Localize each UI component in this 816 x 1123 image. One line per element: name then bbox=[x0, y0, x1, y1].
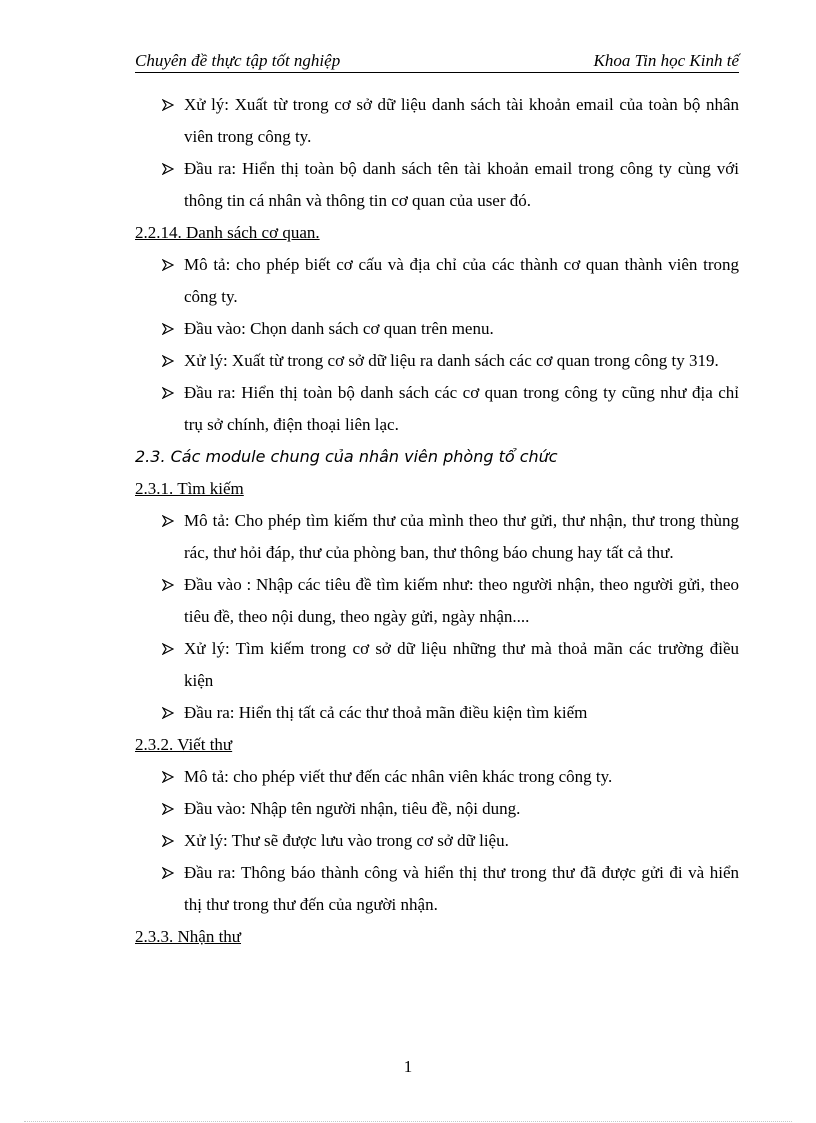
arrow-bullet-icon bbox=[162, 707, 174, 719]
section-heading: 2.2.14. Danh sách cơ quan. bbox=[135, 223, 320, 242]
list-item-text: Xử lý: Xuất từ trong cơ sở dữ liệu danh sách tài khoản email của toàn bộ nhân viên trong công ty. bbox=[184, 95, 739, 146]
page-header bbox=[135, 50, 739, 73]
list-item bbox=[135, 761, 739, 793]
list-item bbox=[135, 377, 739, 441]
list-item-text: Đầu vào : Nhập các tiêu đề tìm kiếm như: theo người nhận, theo người gửi, theo tiêu đề, theo nội dung, theo ngày gửi, ngày nhận.... bbox=[184, 575, 739, 626]
list-item-text: Xử lý: Tìm kiếm trong cơ sở dữ liệu những thư mà thoả mãn các trường điều kiện bbox=[184, 639, 739, 690]
arrow-bullet-icon bbox=[162, 579, 174, 591]
list-item-text: Mô tả: Cho phép tìm kiếm thư của mình theo thư gửi, thư nhận, thư trong thùng rác, thư hỏi đáp, thư của phòng ban, thư thông báo chung hay tất cả thư. bbox=[184, 511, 739, 562]
header-right-title: Khoa Tin học Kinh tế bbox=[593, 51, 739, 70]
list-item-text: Xử lý: Xuất từ trong cơ sở dữ liệu ra danh sách các cơ quan trong công ty 319. bbox=[184, 351, 719, 370]
list-item-text: Xử lý: Thư sẽ được lưu vào trong cơ sở dữ liệu. bbox=[184, 831, 509, 850]
list-item bbox=[135, 857, 739, 921]
arrow-bullet-icon bbox=[162, 771, 174, 783]
arrow-bullet-icon bbox=[162, 867, 174, 879]
list-item-text: Đầu ra: Thông báo thành công và hiển thị thư trong thư đã được gửi đi và hiển thị thư trong thư đến của người nhận. bbox=[184, 863, 739, 914]
list-item bbox=[135, 153, 739, 217]
list-item bbox=[135, 697, 739, 729]
arrow-bullet-icon bbox=[162, 99, 174, 111]
list-item bbox=[135, 313, 739, 345]
list-item bbox=[135, 793, 739, 825]
list-item bbox=[135, 345, 739, 377]
list-item-text: Đầu vào: Nhập tên người nhận, tiêu đề, nội dung. bbox=[184, 799, 521, 818]
section-heading: 2.3.2. Viết thư bbox=[135, 735, 233, 754]
arrow-bullet-icon bbox=[162, 355, 174, 367]
subsection-title: 2.3. Các module chung của nhân viên phòng tổ chức bbox=[135, 447, 558, 466]
list-item bbox=[135, 505, 739, 569]
page-bottom-divider bbox=[24, 1121, 792, 1122]
arrow-bullet-icon bbox=[162, 323, 174, 335]
list-item bbox=[135, 249, 739, 313]
list-item bbox=[135, 825, 739, 857]
arrow-bullet-icon bbox=[162, 643, 174, 655]
list-item-text: Đầu ra: Hiển thị toàn bộ danh sách tên tài khoản email trong công ty cùng với thông tin cá nhân và thông tin cơ quan của user đó. bbox=[184, 159, 739, 210]
arrow-bullet-icon bbox=[162, 835, 174, 847]
list-item-text: Mô tả: cho phép viết thư đến các nhân viên khác trong công ty. bbox=[184, 767, 613, 786]
list-item bbox=[135, 569, 739, 633]
list-item bbox=[135, 89, 739, 153]
list-item-text: Đầu vào: Chọn danh sách cơ quan trên menu. bbox=[184, 319, 494, 338]
arrow-bullet-icon bbox=[162, 515, 174, 527]
document-body bbox=[135, 89, 739, 953]
section-heading: 2.3.3. Nhận thư bbox=[135, 927, 242, 946]
list-item-text: Đầu ra: Hiển thị toàn bộ danh sách các cơ quan trong công ty cũng như địa chỉ trụ sở chính, điện thoại liên lạc. bbox=[184, 383, 739, 434]
section-heading: 2.3.1. Tìm kiếm bbox=[135, 479, 244, 498]
arrow-bullet-icon bbox=[162, 803, 174, 815]
arrow-bullet-icon bbox=[162, 163, 174, 175]
list-item-text: Đầu ra: Hiển thị tất cả các thư thoả mãn điều kiện tìm kiếm bbox=[184, 703, 588, 722]
list-item bbox=[135, 633, 739, 697]
arrow-bullet-icon bbox=[162, 387, 174, 399]
page-number: 1 bbox=[403, 1057, 413, 1076]
header-left-title: Chuyên đề thực tập tốt nghiệp bbox=[135, 51, 341, 70]
arrow-bullet-icon bbox=[162, 259, 174, 271]
list-item-text: Mô tả: cho phép biết cơ cấu và địa chỉ của các thành cơ quan thành viên trong công ty. bbox=[184, 255, 739, 306]
